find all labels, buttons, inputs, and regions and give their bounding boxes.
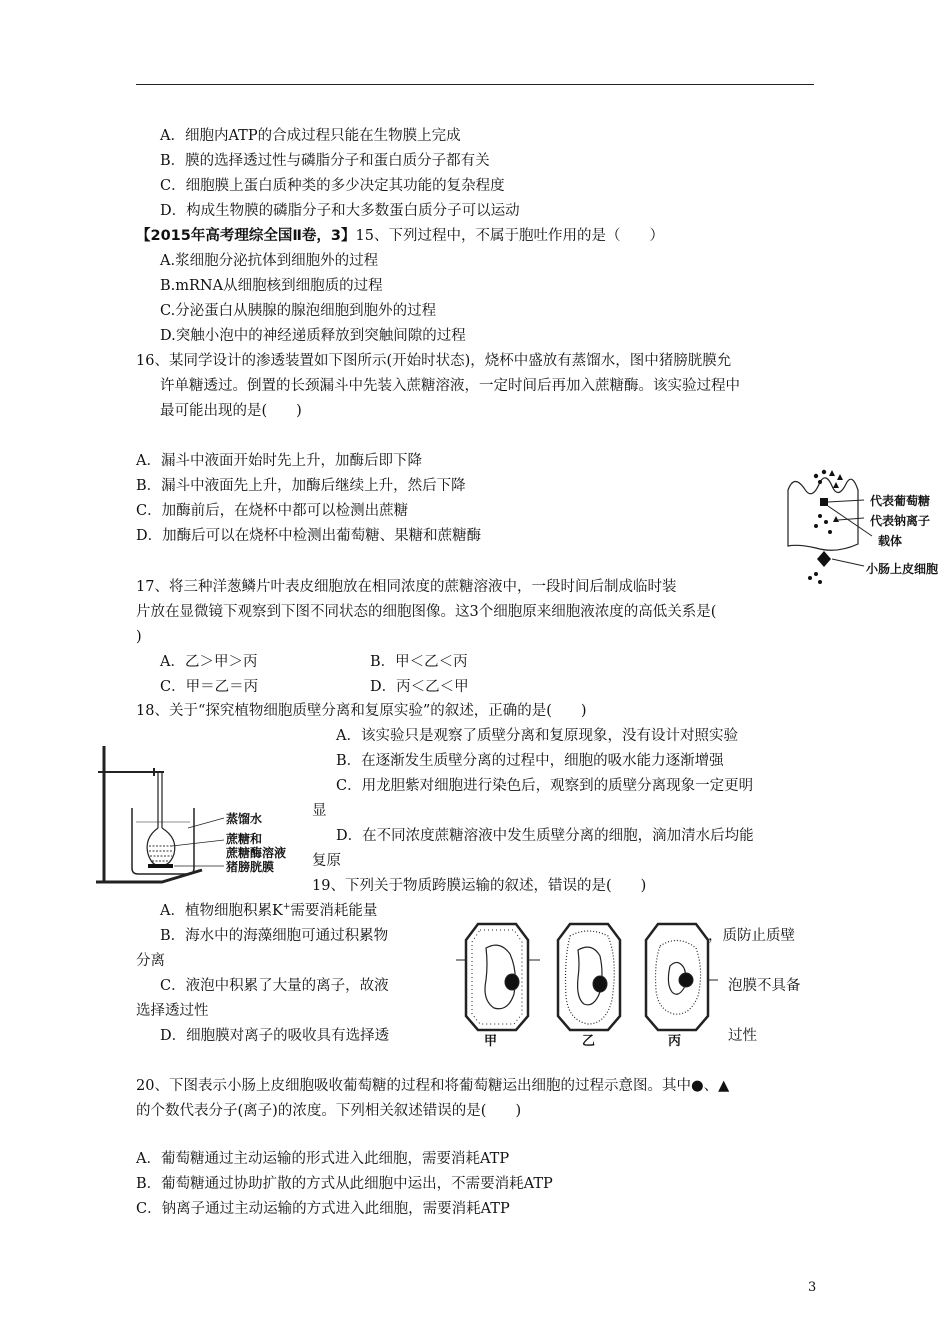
header-rule: [136, 84, 814, 85]
q16-option-b: B．漏斗中液面先上升，加酶后继续上升，然后下降: [136, 478, 466, 494]
label-bladder-membrane: 猪膀胱膜: [226, 860, 275, 874]
q19-option-a-sup: +: [282, 902, 291, 913]
label-yi: 乙: [582, 1034, 596, 1049]
q19-option-b-2: 分离: [136, 953, 165, 969]
osmosis-apparatus: [92, 742, 307, 892]
q15-source: 【2015年高考理综全国Ⅱ卷，3】: [136, 228, 356, 244]
label-distilled-water: 蒸馏水: [226, 812, 263, 826]
q15-option-c: C.分泌蛋白从胰腺的腺泡细胞到胞外的过程: [160, 303, 437, 319]
q18-option-c-1: C．用龙胆紫对细胞进行染色后，观察到的质壁分离现象一定更明: [336, 778, 754, 794]
q16-option-d: D．加酶后可以在烧杯中检测出葡萄糖、果糖和蔗糖酶: [136, 528, 482, 544]
cell-yi: [558, 924, 620, 1030]
q14-option-c: C．细胞膜上蛋白质种类的多少决定其功能的复杂程度: [160, 178, 505, 194]
cell-jia: [456, 924, 540, 1030]
q17-stem-2: 片放在显微镜下观察到下图不同状态的细胞图像。这3个细胞原来细胞液浓度的高低关系是(: [136, 604, 717, 620]
q20-stem-1: 20、下图表示小肠上皮细胞吸收葡萄糖的过程和将葡萄糖运出细胞的过程示意图。其中●、▲: [136, 1078, 730, 1094]
q16-stem-2: 许单糖透过。倒置的长颈漏斗中先装入蔗糖溶液，一定时间后再加入蔗糖酶。该实验过程中: [160, 378, 740, 394]
q19-stem: 19、下列关于物质跨膜运输的叙述，错误的是( ): [312, 878, 647, 894]
q18-option-b: B．在逐渐发生质壁分离的过程中，细胞的吸水能力逐渐增强: [336, 753, 724, 769]
q17-option-a: A．乙＞甲＞丙: [160, 654, 258, 670]
label-sucrose-1: 蔗糖和: [226, 832, 263, 846]
plant-cells-figure: [456, 920, 718, 1050]
q19-option-c-tail: 泡膜不具备: [728, 978, 801, 994]
q18-option-d-1: D．在不同浓度蔗糖溶液中发生质壁分离的细胞，滴加清水后均能: [336, 828, 754, 844]
label-glucose: 代表葡萄糖: [870, 494, 931, 508]
label-sodium: 代表钠离子: [870, 514, 931, 528]
q19-option-b-tail: ，质防止质壁: [708, 928, 795, 944]
q16-stem-1: 16、某同学设计的渗透装置如下图所示(开始时状态)，烧杯中盛放有蒸馏水，图中猪膀胱膜允: [136, 353, 732, 369]
q18-option-d-2: 复原: [312, 853, 341, 869]
q14-option-d: D．构成生物膜的磷脂分子和大多数蛋白质分子可以运动: [160, 203, 520, 219]
q17-stem-1: 17、将三种洋葱鳞片叶表皮细胞放在相同浓度的蔗糖溶液中，一段时间后制成临时装: [136, 579, 677, 595]
q19-option-d-1: D．细胞膜对离子的吸收具有选择透: [160, 1028, 390, 1044]
q19-option-a-tail: 需要消耗能量: [290, 903, 378, 919]
q16-stem-3: 最可能出现的是( ): [160, 403, 302, 419]
q17-option-c: C．甲＝乙＝丙: [160, 679, 259, 695]
intestine-figure: [776, 460, 950, 590]
q20-option-c: C．钠离子通过主动运输的方式进入此细胞，需要消耗ATP: [136, 1201, 510, 1217]
q17-option-b: B．甲＜乙＜丙: [370, 654, 468, 670]
q18-option-c-2: 显: [312, 803, 327, 819]
label-jia: 甲: [484, 1034, 498, 1049]
label-sucrose-2: 蔗糖酶溶液: [226, 846, 287, 860]
q16-option-c: C．加酶前后，在烧杯中都可以检测出蔗糖: [136, 503, 409, 519]
q18-option-a: A．该实验只是观察了质壁分离和复原现象，没有设计对照实验: [336, 728, 738, 744]
q17-option-d: D．丙＜乙＜甲: [370, 679, 469, 695]
q19-option-d-tail: 过性: [728, 1028, 757, 1044]
label-intestine-cell: 小肠上皮细胞: [866, 562, 939, 576]
q19-option-a: [160, 902, 377, 920]
q15-option-a: A.浆细胞分泌抗体到细胞外的过程: [160, 253, 379, 269]
q15-option-b: B.mRNA从细胞核到细胞质的过程: [160, 278, 383, 294]
q15-option-d: D.突触小泡中的神经递质释放到突触间隙的过程: [160, 328, 466, 344]
q20-option-a: A．葡萄糖通过主动运输的形式进入此细胞，需要消耗ATP: [136, 1151, 510, 1167]
q19-option-a-text: A．植物细胞积累K: [160, 903, 283, 919]
q15-stem: 15、下列过程中，不属于胞吐作用的是（ ）: [355, 228, 664, 244]
cell-bing: [646, 924, 718, 1030]
page-number: 3: [808, 1280, 817, 1295]
q14-option-a: A．细胞内ATP的合成过程只能在生物膜上完成: [160, 128, 461, 144]
osmosis-figure: [92, 742, 307, 892]
q18-stem: 18、关于“探究植物细胞质壁分离和复原实验”的叙述，正确的是( ): [136, 703, 587, 719]
q20-option-b: B．葡萄糖通过协助扩散的方式从此细胞中运出，不需要消耗ATP: [136, 1176, 553, 1192]
q15-line: [136, 227, 664, 245]
q20-stem-2: 的个数代表分子(离子)的浓度。下列相关叙述错误的是( ): [136, 1103, 522, 1119]
q17-stem-3: ): [136, 629, 142, 645]
q14-option-b: B．膜的选择透过性与磷脂分子和蛋白质分子都有关: [160, 153, 490, 169]
q19-option-c-2: 选择透过性: [136, 1003, 209, 1019]
q19-option-b-1: B．海水中的海藻细胞可通过积累物: [160, 928, 389, 944]
q16-option-a: A．漏斗中液面开始时先上升，加酶后即下降: [136, 453, 422, 469]
label-carrier: 载体: [878, 534, 903, 548]
label-bing: 丙: [668, 1034, 682, 1049]
q19-option-c-1: C．液泡中积累了大量的离子，故液: [160, 978, 389, 994]
